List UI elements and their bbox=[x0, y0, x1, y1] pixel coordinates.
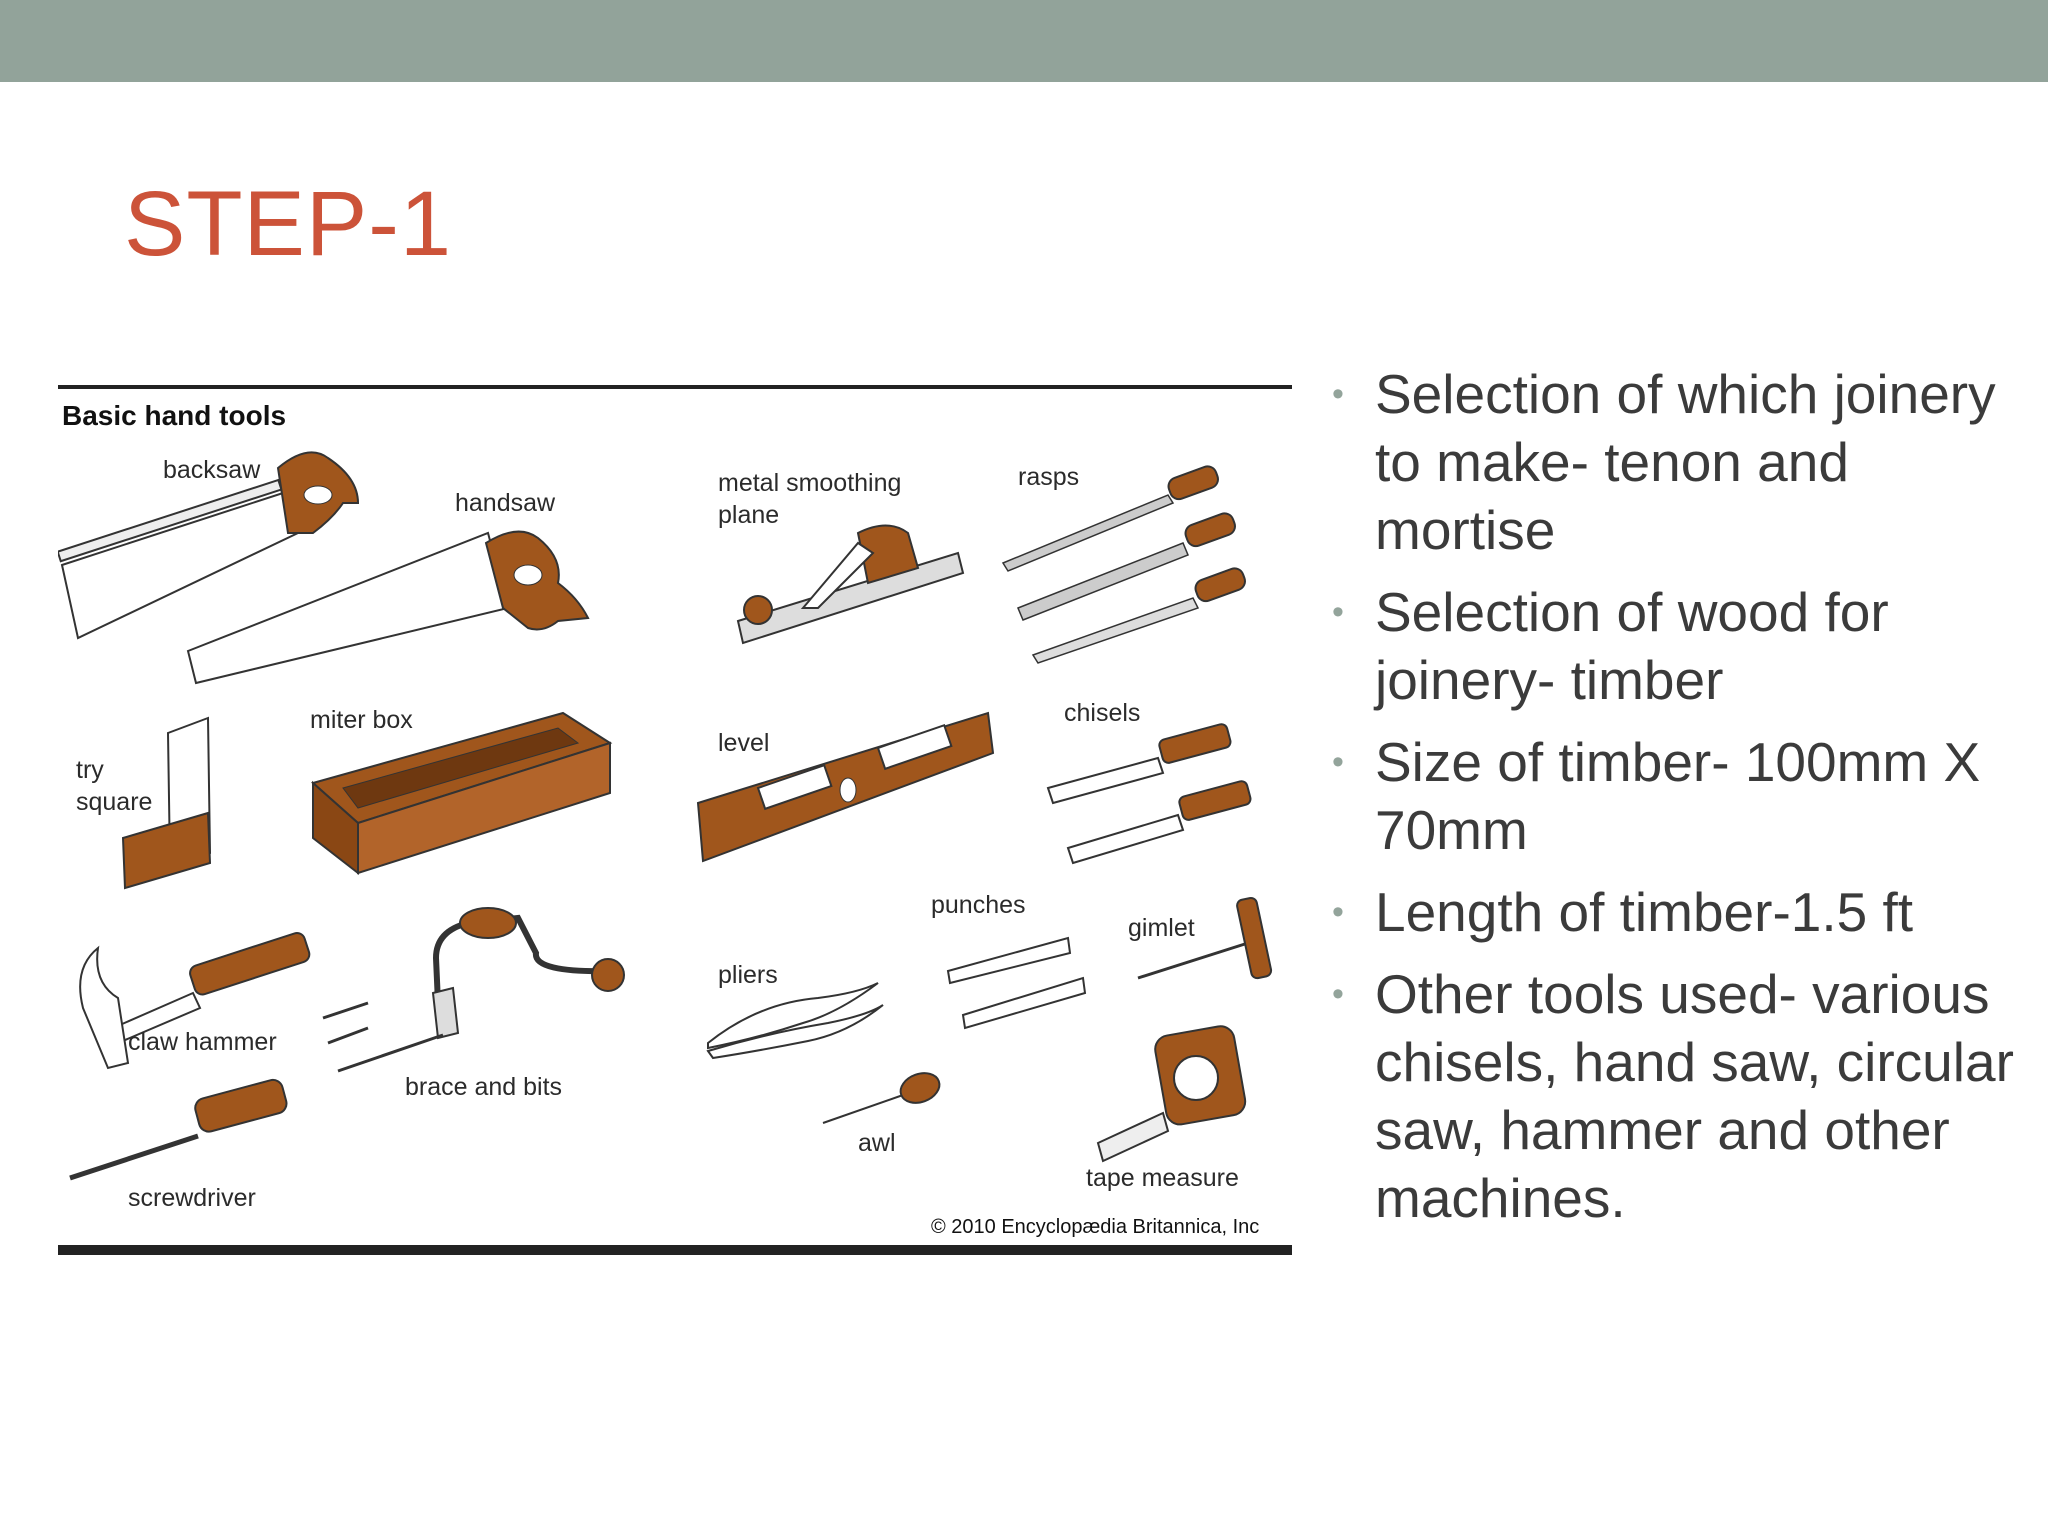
bullet-item bbox=[1330, 578, 2030, 714]
label-backsaw: backsaw bbox=[163, 456, 261, 484]
pliers-icon bbox=[708, 983, 883, 1058]
screwdriver-icon bbox=[70, 1078, 289, 1178]
bullet-text: Selection of which joinery to make- tenon and mortise bbox=[1375, 363, 1996, 561]
rasps-icon bbox=[1003, 464, 1248, 663]
bullet-dot-icon: • bbox=[1332, 375, 1344, 413]
bullet-dot-icon: • bbox=[1332, 893, 1344, 931]
bullet-text: Selection of wood for joinery- timber bbox=[1375, 581, 1889, 711]
plane-icon bbox=[738, 526, 963, 644]
label-try-square-line1: try bbox=[76, 756, 104, 784]
label-rasps: rasps bbox=[1018, 463, 1080, 491]
label-punches: punches bbox=[931, 891, 1026, 919]
awl-icon bbox=[823, 1068, 944, 1123]
bullet-dot-icon: • bbox=[1332, 593, 1344, 631]
label-screwdriver: screwdriver bbox=[128, 1184, 256, 1212]
label-try-square-line2: square bbox=[76, 788, 153, 816]
chisels-icon bbox=[1048, 723, 1252, 863]
label-miter-box: miter box bbox=[310, 706, 413, 734]
label-plane-line1: metal smoothing bbox=[718, 469, 902, 497]
label-pliers: pliers bbox=[718, 961, 778, 989]
label-level: level bbox=[718, 729, 770, 757]
tape-measure-icon bbox=[1098, 1024, 1247, 1161]
label-gimlet: gimlet bbox=[1128, 914, 1195, 942]
slide-title: STEP-1 bbox=[124, 173, 453, 275]
miter-box-icon bbox=[313, 713, 610, 873]
bullet-text: Other tools used- various chisels, hand saw, circular saw, hammer and other machines. bbox=[1375, 963, 2014, 1229]
label-chisels: chisels bbox=[1064, 699, 1141, 727]
figure-heading: Basic hand tools bbox=[62, 400, 287, 431]
label-claw-hammer: claw hammer bbox=[128, 1028, 277, 1056]
punches-icon bbox=[948, 938, 1085, 1028]
bullet-item bbox=[1330, 360, 2030, 564]
bullet-item bbox=[1330, 878, 2030, 946]
figure-top-rule bbox=[58, 385, 1292, 389]
bullet-item bbox=[1330, 728, 2030, 864]
label-tape-measure: tape measure bbox=[1086, 1164, 1239, 1192]
figure-copyright: © 2010 Encyclopædia Britannica, Inc bbox=[931, 1216, 1260, 1238]
bullet-text: Size of timber- 100mm X 70mm bbox=[1375, 731, 1981, 861]
brace-and-bits-icon bbox=[323, 908, 624, 1071]
label-plane-line2: plane bbox=[718, 501, 780, 529]
slide-top-bar bbox=[0, 0, 2048, 82]
figure-bottom-rule bbox=[58, 1245, 1292, 1255]
bullet-item bbox=[1330, 960, 2030, 1232]
bullet-text: Length of timber-1.5 ft bbox=[1375, 881, 1914, 943]
hand-tools-figure bbox=[58, 383, 1292, 1258]
bullet-dot-icon: • bbox=[1332, 975, 1344, 1013]
bullet-list bbox=[1330, 360, 2030, 1246]
label-handsaw: handsaw bbox=[455, 489, 556, 517]
label-awl: awl bbox=[858, 1129, 896, 1157]
hand-tools-illustration bbox=[58, 383, 1292, 1258]
label-brace-and-bits: brace and bits bbox=[405, 1073, 563, 1101]
bullet-dot-icon: • bbox=[1332, 743, 1344, 781]
